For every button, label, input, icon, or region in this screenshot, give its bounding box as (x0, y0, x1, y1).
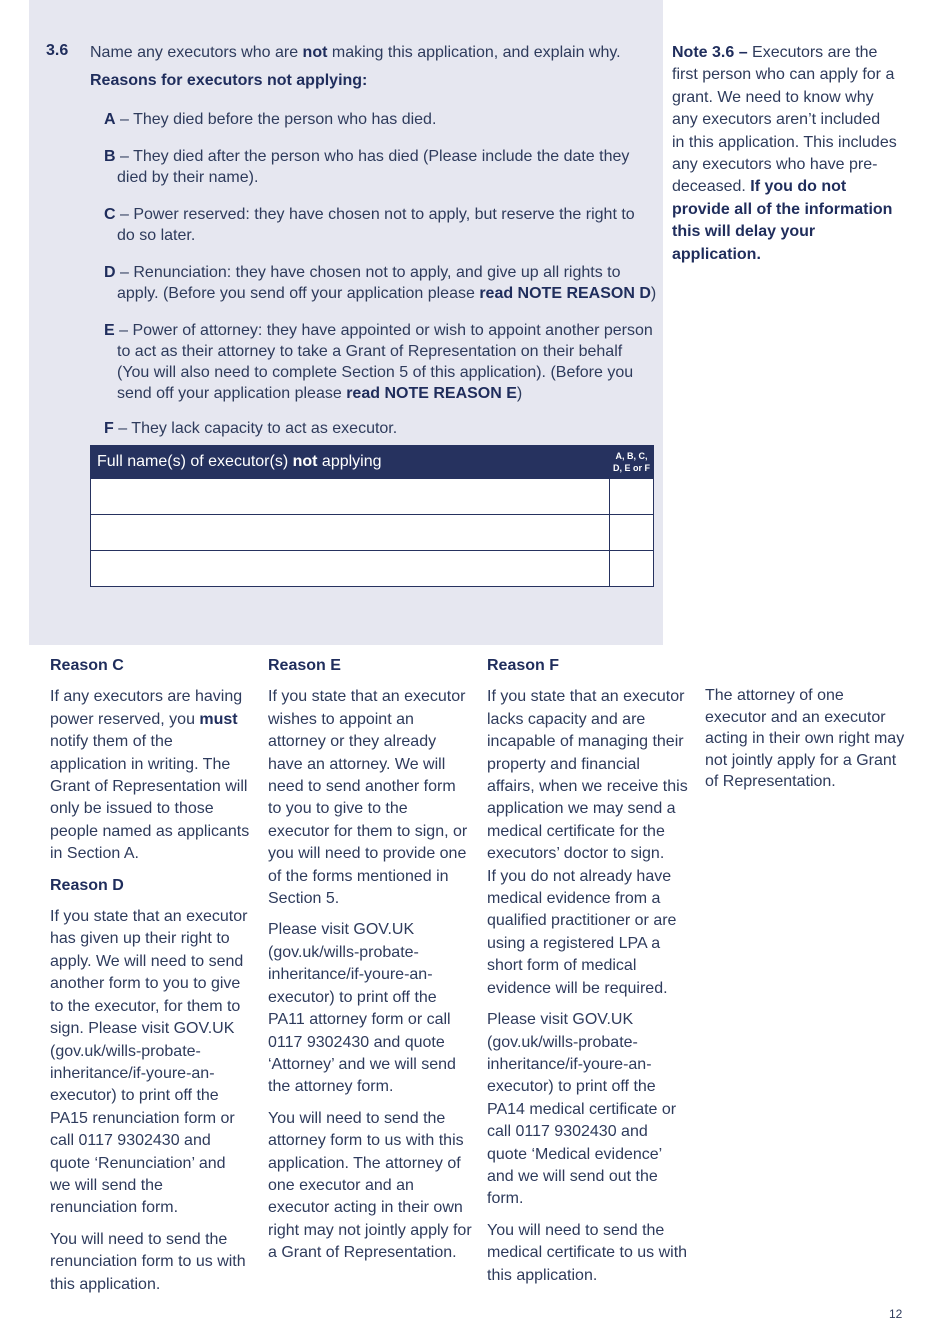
column-reason-c-d (50, 655, 250, 1305)
reason-c-item: C – Power reserved: they have chosen not to apply, but reserve the right to do so later. (104, 206, 635, 244)
reason-c-text: If any executors are having power reserved, you must notify them of the application in writing. The Grant of Representation will only be issued to those people named as applicants in Section A. (50, 688, 250, 863)
reason-f-heading: Reason F (487, 657, 560, 674)
reason-f-text-3: You will need to send the medical certificate to us with this application. (487, 1221, 688, 1284)
reason-d-item: D – Renunciation: they have chosen not to apply, and give up all rights to apply. (Before you send off your application please read NOTE REASON D) (104, 264, 657, 302)
reason-f-item: F – They lack capacity to act as executor. (104, 420, 398, 437)
column-reason-e (268, 655, 473, 1274)
side-note: The attorney of one executor and an executor acting in their own right may not jointly apply for a Grant of Representation. (705, 687, 905, 790)
reason-e-heading: Reason E (268, 657, 341, 674)
reason-e-text-3: You will need to send the attorney form to us with this application. The attorney of one executor and an executor acting in their own right may not jointly apply for a Grant of Representation. (268, 1109, 472, 1262)
reason-code-field[interactable] (610, 515, 654, 551)
reason-e-item: E – Power of attorney: they have appointed or wish to appoint another person to act as their attorney to take a Grant of Representation on their behalf (You will also need to complete Section 5 of this application). (Before you send off your application please read NOTE REASON E) (104, 322, 653, 402)
reason-e-text-2: Please visit GOV.UK (gov.uk/wills-probate-inheritance/if-youre-an-executor) to print off the PA11 attorney form or call 0117 9302430 and quote ‘Attorney’ and we will send the attorney form. (268, 921, 456, 1096)
name-column-header: Full name(s) of executor(s) not applying (91, 446, 610, 479)
reason-d-heading: Reason D (50, 876, 124, 894)
table-row (91, 551, 654, 587)
reason-d-text: If you state that an executor has given up their right to apply. We will need to send another form to you to give to the executor, for them to sign. Please visit GOV.UK (gov.uk/wills-probate-inheritance/if-youre-an-executor) to print off the PA15 renunciation form or call 0117 9302430 and quote ‘Renunciation’ and we will send the renunciation form. (50, 908, 248, 1217)
executor-name-field[interactable] (91, 479, 610, 515)
table-row (91, 479, 654, 515)
question-number: 3.6 (46, 42, 69, 59)
question-text: Name any executors who are not making this application, and explain why. (90, 44, 621, 61)
reason-c-heading: Reason C (50, 657, 124, 674)
reason-e-text: If you state that an executor wishes to appoint an attorney or they already have an attorney. We will need to send another form to you to give to the executor for them to sign, or you will need to provide one of the forms mentioned in Section 5. (268, 688, 468, 908)
page-number: 12 (889, 1307, 903, 1321)
reason-d-text-2: You will need to send the renunciation form to us with this application. (50, 1230, 246, 1293)
reason-f-text-2: Please visit GOV.UK (gov.uk/wills-probate-inheritance/if-youre-an-executor) to print off the PA14 medical certificate or call 0117 9302430 and quote ‘Medical evidence’ and we will send out the form. (487, 1011, 677, 1208)
reasons-heading: Reasons for executors not applying: (90, 72, 368, 89)
executor-name-field[interactable] (91, 551, 610, 587)
reason-code-field[interactable] (610, 479, 654, 515)
executor-name-field[interactable] (91, 515, 610, 551)
reason-code-field[interactable] (610, 551, 654, 587)
reason-f-text: If you state that an executor lacks capacity and are incapable of managing their property and financial affairs, when we receive this application we may send a medical certificate for the executors’ doctor to sign. If you do not already have medical evidence from a qualified practitioner or are using a registered LPA a short form of medical evidence will be required. (487, 688, 688, 997)
note-3-6: Note 3.6 – Executors are the first person who can apply for a grant. We need to know why any executors aren’t included in this application. This includes any executors who have pre-deceased. If you do not provide all of the information this will delay your application. (672, 44, 897, 263)
reason-a: A – They died before the person who has died. (104, 111, 437, 128)
reason-code-column-header: A, B, C, D, E or F (610, 446, 654, 479)
column-reason-f (487, 655, 692, 1296)
reason-b: B – They died after the person who has died (Please include the date they died by their name). (104, 148, 630, 186)
table-row (91, 515, 654, 551)
executors-not-applying-table (90, 445, 654, 587)
